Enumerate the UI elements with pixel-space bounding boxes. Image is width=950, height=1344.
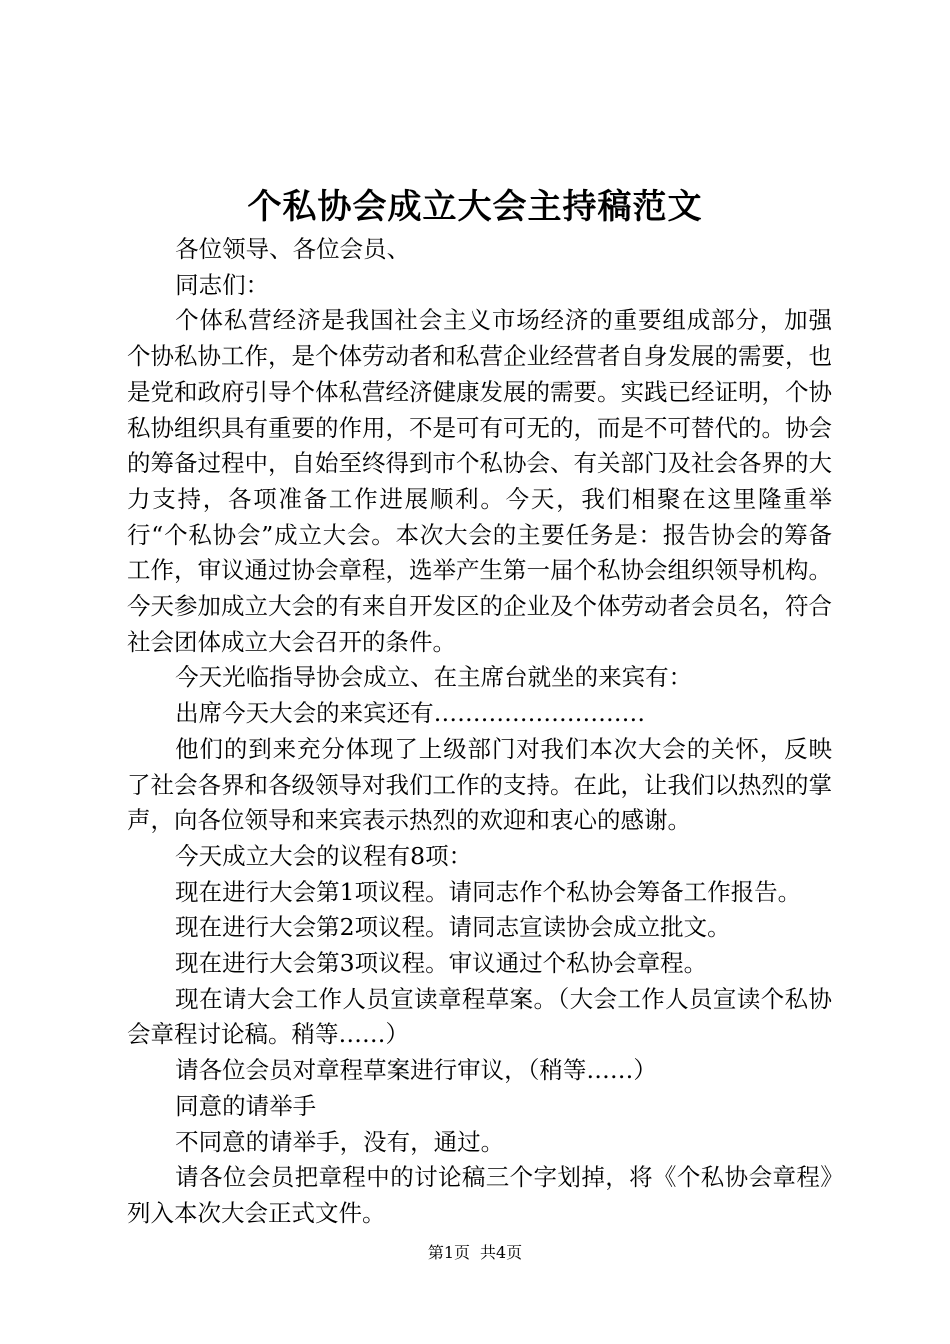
document-title: 个私协会成立大会主持稿范文 <box>247 187 703 227</box>
paragraph-agenda-2: 现在进行大会第2项议程。请同志宣读协会成立批文。 <box>175 913 731 942</box>
page-number: 第1页 <box>427 1243 470 1262</box>
paragraph-salutation-1: 各位领导、各位会员、 <box>175 235 411 263</box>
paragraph-agenda-3: 现在进行大会第3项议程。审议通过个私协会章程。 <box>175 949 708 978</box>
paragraph-review: 请各位会员对章程草案进行审议，（稍等……） <box>175 1056 657 1085</box>
paragraph-vote-yes: 同意的请举手 <box>175 1091 317 1120</box>
paragraph-salutation-2: 同志们： <box>175 270 270 299</box>
paragraph-guests-podium: 今天光临指导协会成立、在主席台就坐的来宾有： <box>175 663 693 692</box>
paragraph-vote-no: 不同意的请举手，没有，通过。 <box>175 1127 505 1156</box>
paragraph-intro: 个体私营经济是我国社会主义市场经济的重要组成部分，加强个协私协工作，是个体劳动者和私营企业经营者自身发展的需要，也是党和政府引导个体私营经济健康发展的需要。实践已经证明，个协私协组织具有重要的作用，不是可有可无的，而是不可替代的。协会的筹备过程中，自始至终得到市个私协会、有关部门及社会各界的大力支持，各项准备工作进展顺利。今天，我们相聚在这里隆重举行“个私协会”成立大会。本次大会的主要任务是：报告协会的筹备工作，审议通过协会章程，选举产生第一届个私协会组织领导机构。今天参加成立大会的有来自开发区的企业及个体劳动者会员名，符合社会团体成立大会召开的条件。 <box>127 306 832 656</box>
paragraph-thanks: 他们的到来充分体现了上级部门对我们本次大会的关怀，反映了社会各界和各级领导对我们工作的支持。在此，让我们以热烈的掌声，向各位领导和来宾表示热烈的欢迎和衷心的感谢。 <box>127 734 832 835</box>
paragraph-agenda-count: 今天成立大会的议程有8项： <box>175 841 473 870</box>
paragraph-agenda-1: 现在进行大会第1项议程。请同志作个私协会筹备工作报告。 <box>175 877 802 906</box>
paragraph-read-draft: 现在请大会工作人员宣读章程草案。（大会工作人员宣读个私协会章程讨论稿。稍等……） <box>127 984 832 1049</box>
page-total: 共4页 <box>480 1243 523 1262</box>
paragraph-guests-other: 出席今天大会的来宾还有……………………… <box>175 699 646 728</box>
paragraph-adopt: 请各位会员把章程中的讨论稿三个字划掉，将《个私协会章程》列入本次大会正式文件。 <box>127 1163 832 1227</box>
page-footer <box>0 1241 950 1265</box>
document-body <box>127 232 832 1232</box>
